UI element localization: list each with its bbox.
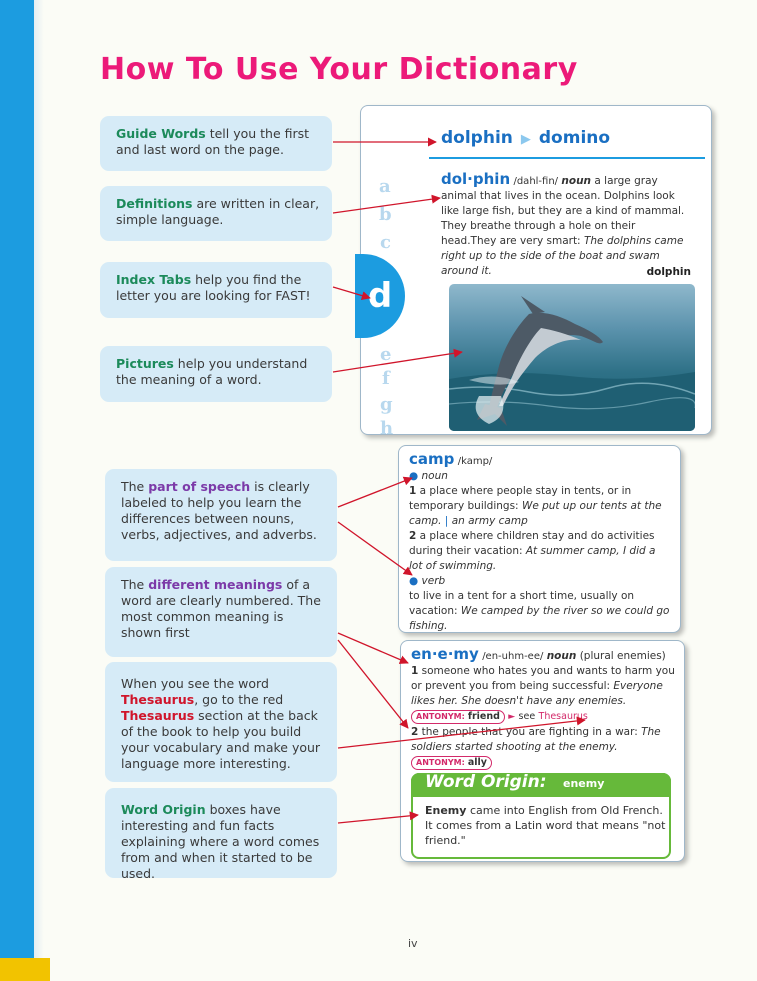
callout-text: The	[121, 479, 145, 494]
keyword-index-tabs: Index Tabs	[116, 272, 192, 287]
sense-number: 1	[411, 665, 419, 677]
index-letter: b	[379, 204, 392, 225]
keyword-pictures: Pictures	[116, 356, 174, 371]
sense-number: 2	[409, 530, 417, 542]
arrow-pos-verb	[338, 522, 412, 575]
picture-label: dolphin	[646, 266, 691, 278]
keyword-guide-words: Guide Words	[116, 126, 206, 141]
keyword-word-origin: Word Origin	[121, 802, 206, 817]
index-tab-d: d	[355, 254, 405, 338]
index-letter: e	[380, 344, 392, 365]
page-title: How To Use Your Dictionary	[100, 52, 578, 87]
definition: a place where children stay and do activities during their vacation:	[409, 530, 655, 557]
see-label: see	[518, 711, 536, 722]
bullet-icon: ●	[409, 470, 419, 482]
callout-text: tell you the first and last word on the page.	[116, 126, 310, 157]
callout-text: When you see the word	[121, 676, 269, 691]
sense-number: 1	[409, 485, 417, 497]
arrow-pos-noun	[338, 478, 412, 507]
example: Everyone likes her. She doesn't have any enemies.	[411, 680, 663, 707]
example: an army camp	[451, 515, 528, 527]
see-arrow-icon: ►	[508, 712, 516, 722]
arrow-thesaurus	[338, 720, 585, 748]
pronunciation: /kamp/	[457, 456, 493, 467]
callout-text: of a word are clearly numbered. The most common meaning is shown first	[121, 577, 321, 640]
plural-form: (plural enemies)	[579, 650, 666, 662]
definition: to live in a tent for a short time, usually on vacation:	[409, 590, 635, 617]
callout-text: is clearly labeled to help you learn the differences between nouns, verbs, adjectives, and adverbs.	[121, 479, 317, 542]
index-letter: g	[380, 394, 393, 415]
example: We camped by the river so we could go fishing.	[409, 605, 670, 632]
example: The soldiers started shooting at the enemy.	[411, 726, 661, 753]
headword: camp	[409, 450, 455, 468]
pronunciation: /en-uhm-ee/	[482, 651, 544, 662]
pronunciation: /dahl-fin/	[513, 176, 559, 187]
definition: a place where people stay in tents, or in temporary buildings:	[409, 485, 632, 512]
keyword-thesaurus: Thesaurus	[121, 692, 195, 707]
example: The dolphins came right up to the side of the boat and swam around it.	[441, 235, 684, 277]
callout-text: The	[121, 577, 145, 592]
page-number: iv	[408, 937, 418, 950]
callout-text: boxes have interesting and fun facts explaining where a word comes from and when it started to be used.	[121, 802, 320, 881]
part-of-speech: noun	[546, 650, 577, 662]
callout-text: help you find the letter you are looking for FAST!	[116, 272, 311, 303]
word-origin-text: Enemy came into English from Old French. It comes from a Latin word that means "not friend."	[425, 804, 666, 847]
thesaurus-link[interactable]: Thesaurus	[538, 711, 588, 722]
arrow-pictures	[333, 352, 462, 372]
index-letter: a	[379, 176, 391, 197]
index-letter: c	[380, 232, 391, 253]
word-origin-word: enemy	[563, 777, 605, 790]
headword: en·e·my	[411, 645, 479, 663]
word-origin-title: Word Origin:	[425, 772, 547, 792]
callout-text: are written in clear, simple language.	[116, 196, 320, 227]
arrow-word-origin	[338, 815, 418, 823]
example: At summer camp, I did a lot of swimming.	[409, 545, 656, 572]
example: We put up our tents at the camp.	[409, 500, 662, 527]
index-letter: h	[380, 418, 394, 439]
part-of-speech: verb	[421, 575, 446, 587]
keyword-thesaurus-2: Thesaurus	[121, 708, 195, 723]
guide-first-word: dolphin	[441, 128, 513, 148]
keyword-part-of-speech: part of speech	[148, 479, 251, 494]
definition: the people that you are fighting in a war:	[421, 726, 638, 738]
sense-number: 2	[411, 726, 419, 738]
part-of-speech: noun	[421, 470, 448, 482]
keyword-definitions: Definitions	[116, 196, 193, 211]
keyword-different-meanings: different meanings	[148, 577, 283, 592]
definition: someone who hates you and wants to harm you or prevent you from being successful:	[411, 665, 675, 692]
arrow-meaning-1	[338, 633, 408, 663]
bullet-icon: ●	[409, 575, 419, 587]
definition: a large gray animal that lives in the ocean. Dolphins look like large fish, but they are a kind of mammal. They breathe through a hole on their head.They are very smart:	[441, 175, 685, 247]
arrow-index-tabs	[333, 287, 370, 298]
part-of-speech: noun	[561, 175, 592, 187]
arrow-definitions	[333, 198, 440, 213]
callout-text: section at the back of the book to help you build your vocabulary and make your language more interesting.	[121, 708, 321, 771]
callout-text: , go to the red	[194, 692, 284, 707]
callout-text: help you understand the meaning of a word.	[116, 356, 308, 387]
arrow-meaning-2	[338, 640, 408, 728]
antonym-badge: ANTONYM: friend	[411, 710, 505, 724]
index-letter: f	[382, 368, 390, 389]
antonym-badge: ANTONYM: ally	[411, 756, 492, 770]
separator: |	[444, 515, 449, 527]
triangle-icon: ▶	[520, 132, 531, 147]
guide-last-word: domino	[538, 128, 611, 148]
headword: dol·phin	[441, 170, 511, 188]
